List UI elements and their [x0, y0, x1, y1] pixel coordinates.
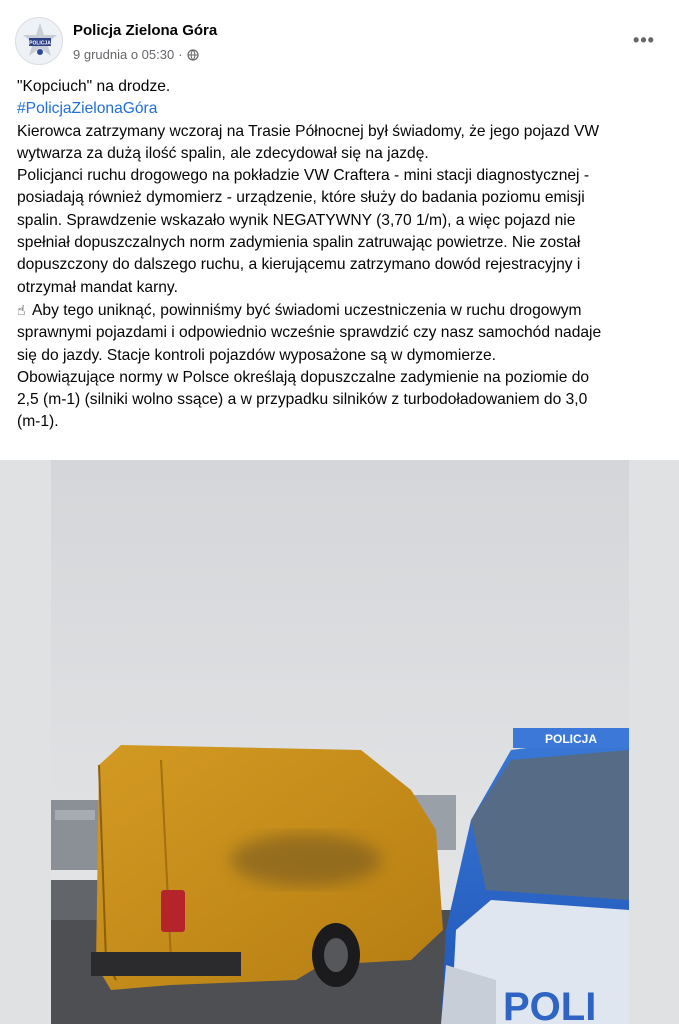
- hashtag-link[interactable]: #PolicjaZielonaGóra: [17, 100, 158, 118]
- page-avatar[interactable]: [15, 17, 63, 65]
- post-text-line: (m-1).: [17, 413, 59, 431]
- post-text-line: "Kopciuch" na drodze.: [17, 78, 171, 95]
- post-text-line: się do jazdy. Stacje kontroli pojazdów wyposażone są w dymomierze.: [17, 346, 497, 364]
- page-name-link[interactable]: Policja Zielona Góra: [73, 22, 218, 39]
- post-text-line: spalin. Sprawdzenie wskazało wynik NEGATYWNY (3,70 1/m), a więc pojazd nie: [17, 211, 576, 229]
- post-text-line: Obowiązujące normy w Polsce określają dopuszczalne zadymienie na poziomie do: [17, 368, 590, 386]
- globe-icon[interactable]: [187, 49, 199, 61]
- post-text-line: otrzymał mandat karny.: [17, 278, 178, 296]
- police-roof-sign-text: POLICJA: [544, 732, 598, 746]
- post-photo[interactable]: [51, 460, 629, 1024]
- post-meta: [73, 47, 199, 62]
- post-text-line: 2,5 (m-1) (silniki wolno ssące) a w przypadku silników z turbodoładowaniem do 3,0: [17, 391, 588, 409]
- post-text-line: spełniał dopuszczalnych norm zadymienia spalin zatruwając powietrze. Nie został: [17, 234, 581, 252]
- post-media[interactable]: [0, 460, 679, 1024]
- meta-separator: ·: [178, 47, 183, 62]
- post-text-line: sprawnymi pojazdami i odpowiednio wcześnie sprawdzić czy nasz samochód nadaje: [17, 324, 602, 342]
- police-star-logo-icon: [16, 18, 63, 65]
- post-text-line: Kierowca zatrzymany wczoraj na Trasie Północnej był świadomy, że jego pojazd VW: [17, 122, 600, 140]
- post-text-line-with-emoji: [17, 299, 665, 322]
- post-message: [17, 76, 665, 434]
- post-date-link[interactable]: 9 grudnia o 05:30: [73, 47, 175, 62]
- post-text-line: wytwarza za dużą ilość spalin, ale zdecydował się na jazdę.: [17, 144, 429, 162]
- post-text-line: Policjanci ruchu drogowego na pokładzie VW Craftera - mini stacji diagnostycznej -: [17, 167, 590, 185]
- post-text-line: dopuszczony do dalszego ruchu, a kierującemu zatrzymano dowód rejestracyjny i: [17, 256, 581, 274]
- more-options-button[interactable]: •••: [633, 29, 655, 50]
- post-text-line: Aby tego uniknąć, powinniśmy być świadomi uczestniczenia w ruchu drogowym: [32, 301, 582, 319]
- avatar-badge-text: POLICJA: [29, 40, 51, 47]
- police-car-side-text: POLI: [503, 985, 597, 1024]
- pointing-up-hand-icon: ☝: [17, 301, 26, 318]
- post-text-line: posiadają również dymomierz - urządzenie, które służy do badania poziomu emisji: [17, 189, 585, 207]
- post-header: [0, 0, 679, 72]
